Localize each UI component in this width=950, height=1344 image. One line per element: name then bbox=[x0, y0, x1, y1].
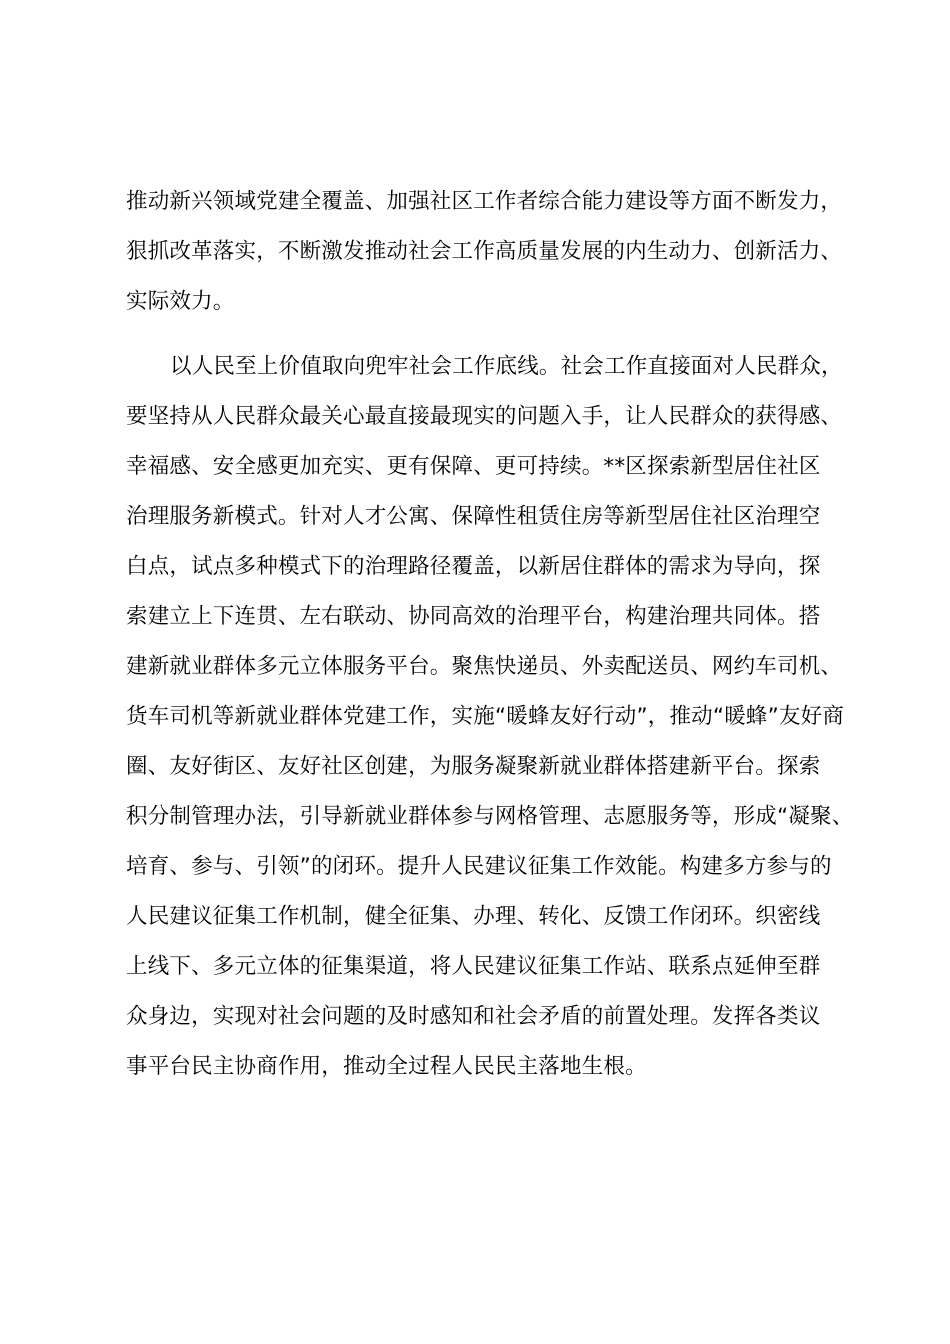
paragraph-2 bbox=[126, 352, 854, 1102]
paragraph-line: 以人民至上价值取向兜牢社会工作底线。社会工作直接面对人民群众， bbox=[170, 354, 843, 379]
paragraph-line: 货车司机等新就业群体党建工作，实施“暖蜂友好行动”，推动“暖蜂”友好商 bbox=[126, 704, 845, 729]
paragraph-line: 治理服务新模式。针对人才公寓、保障性租赁住房等新型居住社区治理空 bbox=[126, 504, 821, 529]
paragraph-line: 狠抓改革落实，不断激发推动社会工作高质量发展的内生动力、创新活力、 bbox=[126, 239, 843, 264]
paragraph-line: 培育、参与、引领”的闭环。提升人民建议征集工作效能。构建多方参与的 bbox=[126, 854, 832, 879]
paragraph-1 bbox=[126, 187, 843, 337]
paragraph-line: 众身边，实现对社会问题的及时感知和社会矛盾的前置处理。发挥各类议 bbox=[126, 1004, 821, 1029]
paragraph-line: 推动新兴领域党建全覆盖、加强社区工作者综合能力建设等方面不断发力， bbox=[126, 189, 843, 214]
paragraph-line: 人民建议征集工作机制，健全征集、办理、转化、反馈工作闭环。织密线 bbox=[126, 904, 821, 929]
paragraph-line: 圈、友好街区、友好社区创建，为服务凝聚新就业群体搭建新平台。探索 bbox=[126, 754, 821, 779]
paragraph-line: 幸福感、安全感更加充实、更有保障、更可持续。**区探索新型居住社区 bbox=[126, 454, 821, 479]
paragraph-line: 上线下、多元立体的征集渠道，将人民建议征集工作站、联系点延伸至群 bbox=[126, 954, 821, 979]
paragraph-line: 建新就业群体多元立体服务平台。聚焦快递员、外卖配送员、网约车司机、 bbox=[126, 654, 843, 679]
paragraph-line: 实际效力。 bbox=[126, 289, 235, 314]
paragraph-line: 事平台民主协商作用，推动全过程人民民主落地生根。 bbox=[126, 1054, 647, 1079]
paragraph-line: 索建立上下连贯、左右联动、协同高效的治理平台，构建治理共同体。搭 bbox=[126, 604, 821, 629]
paragraph-line: 要坚持从人民群众最关心最直接最现实的问题入手，让人民群众的获得感、 bbox=[126, 404, 843, 429]
paragraph-line: 积分制管理办法，引导新就业群体参与网格管理、志愿服务等，形成“凝聚、 bbox=[126, 804, 854, 829]
paragraph-line: 白点，试点多种模式下的治理路径覆盖，以新居住群体的需求为导向，探 bbox=[126, 554, 821, 579]
